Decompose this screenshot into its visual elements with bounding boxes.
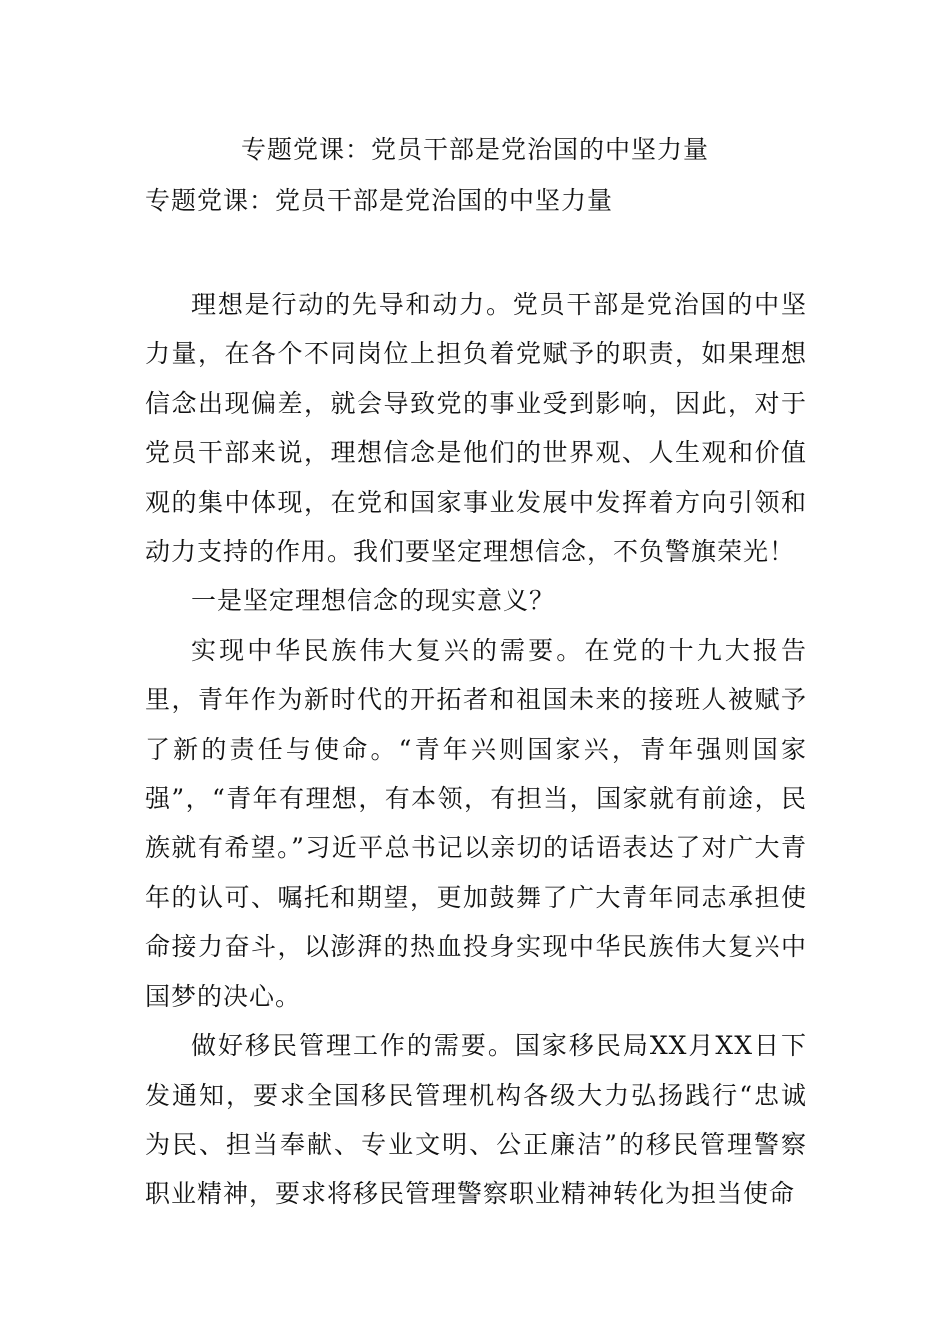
paragraph-immigration: 做好移民管理工作的需要。国家移民局XX月XX日下发通知，要求全国移民管理机构各级大力弘扬践行“忠诚为民、担当奉献、专业文明、公正廉洁”的移民管理警察职业精神，要求将移民管理警察职业精神转化为担当使命	[145, 1031, 807, 1209]
paragraph-rejuvenation: 实现中华民族伟大复兴的需要。在党的十九大报告里，青年作为新时代的开拓者和祖国未来的接班人被赋予了新的责任与使命。“青年兴则国家兴，青年强则国家强”，“青年有理想，有本领，有担当，国家就有前途，民族就有希望。”习近平总书记以亲切的话语表达了对广大青年的认可、嘱托和期望，更加鼓舞了广大青年同志承担使命接力奋斗，以澎湃的热血投身实现中华民族伟大复兴中国梦的决心。	[145, 635, 807, 1011]
document-subtitle: 专题党课：党员干部是党治国的中坚力量	[145, 186, 614, 215]
document-body	[145, 280, 807, 1219]
paragraph-section-heading: 一是坚定理想信念的现实意义？	[191, 586, 556, 616]
paragraph-intro: 理想是行动的先导和动力。党员干部是党治国的中坚力量，在各个不同岗位上担负着党赋予的职责，如果理想信念出现偏差，就会导致党的事业受到影响，因此，对于党员干部来说，理想信念是他们的世界观、人生观和价值观的集中体现，在党和国家事业发展中发挥着方向引领和动力支持的作用。我们要坚定理想信念，不负警旗荣光！	[145, 290, 807, 567]
document-title: 专题党课：党员干部是党治国的中坚力量	[240, 135, 709, 164]
